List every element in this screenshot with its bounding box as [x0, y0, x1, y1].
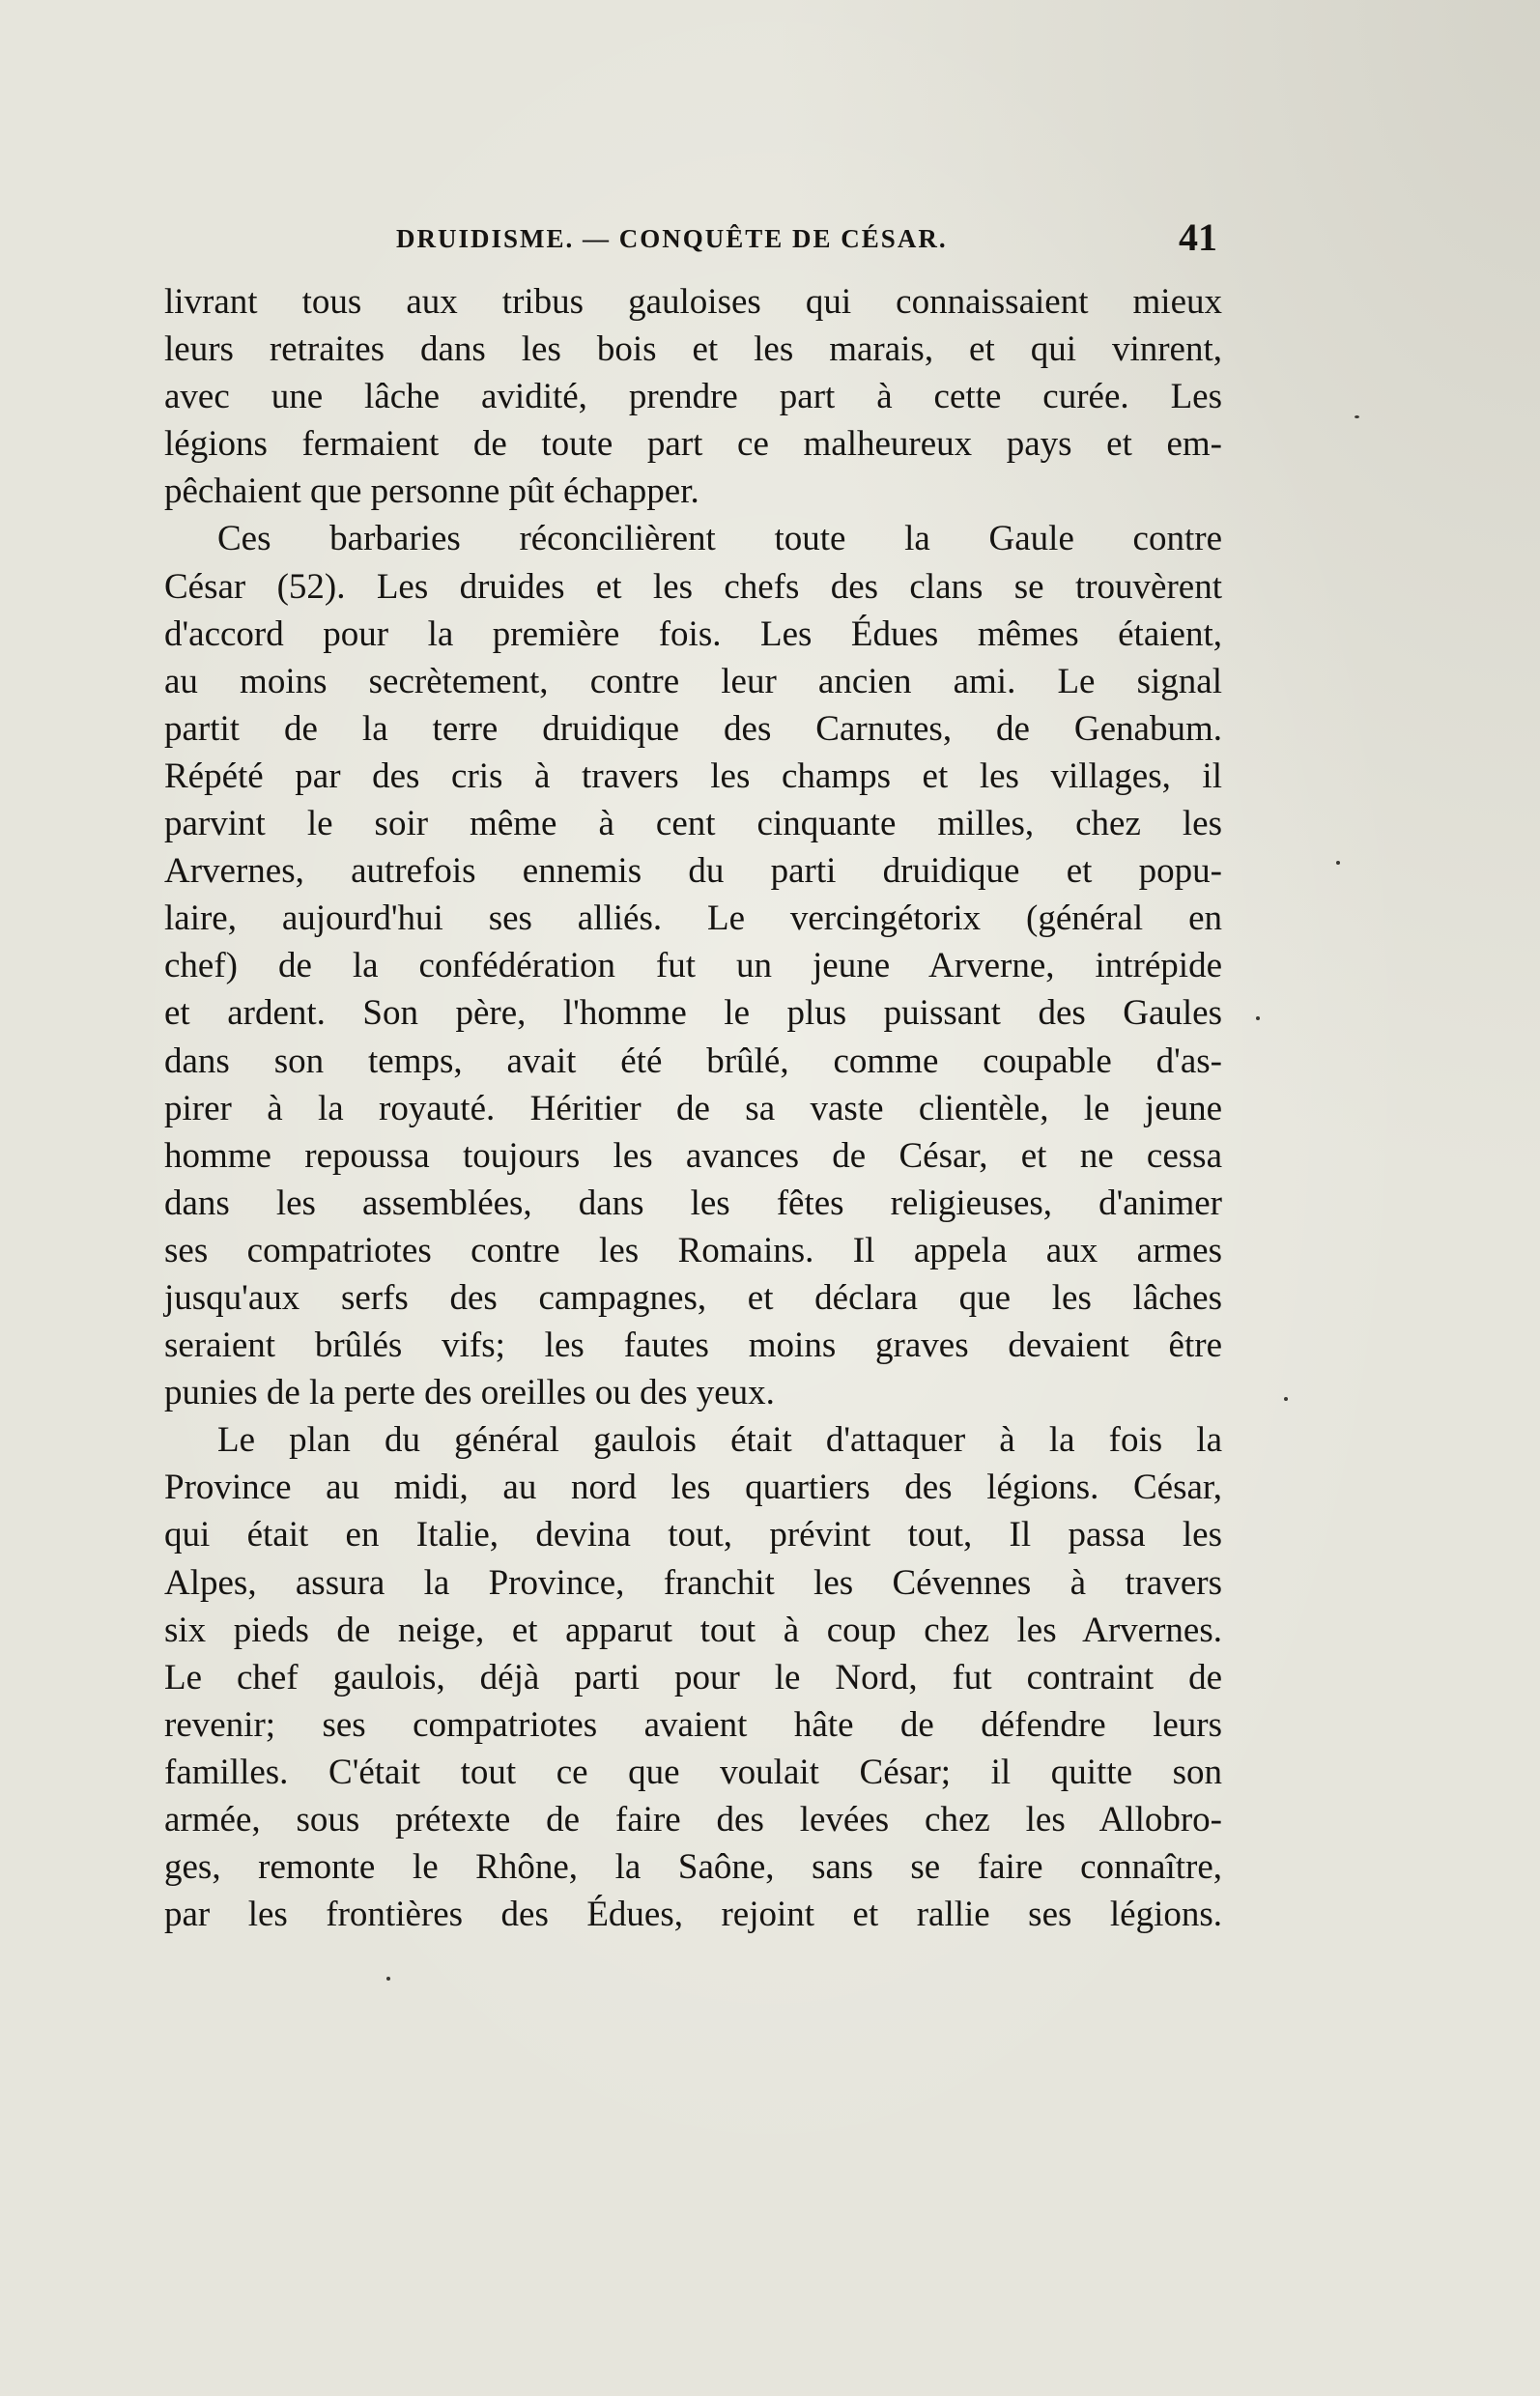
- text-line: Alpes, assura la Province, franchit les Cévennes à travers: [164, 1562, 1222, 1603]
- running-head-title: DRUIDISME. — CONQUÊTE DE CÉSAR.: [396, 224, 948, 253]
- text-line: familles. C'était tout ce que voulait César; il quitte son: [164, 1752, 1222, 1792]
- text-line: et ardent. Son père, l'homme le plus puissant des Gaules: [164, 993, 1222, 1034]
- text-line: par les frontières des Édues, rejoint et rallie ses légions.: [164, 1895, 1222, 1935]
- text-line: livrant tous aux tribus gauloises qui connaissaient mieux: [164, 282, 1222, 322]
- text-line: d'accord pour la première fois. Les Édues mêmes étaient,: [164, 613, 1222, 654]
- paper-speck: [386, 1977, 390, 1981]
- text-line: six pieds de neige, et apparut tout à coup chez les Arvernes.: [164, 1610, 1222, 1650]
- text-line: punies de la perte des oreilles ou des yeux.: [164, 1373, 775, 1413]
- text-line: armée, sous prétexte de faire des levées chez les Allobro-: [164, 1800, 1222, 1840]
- text-line: chef) de la confédération fut un jeune Arverne, intrépide: [164, 946, 1222, 986]
- page-number: 41: [1179, 215, 1217, 259]
- text-line: dans les assemblées, dans les fêtes religieuses, d'animer: [164, 1183, 1222, 1223]
- text-line: César (52). Les druides et les chefs des clans se trouvèrent: [164, 566, 1222, 607]
- text-line: jusqu'aux serfs des campagnes, et déclara que les lâches: [164, 1277, 1222, 1318]
- text-line: leurs retraites dans les bois et les marais, et qui vinrent,: [164, 329, 1222, 370]
- paper-speck: [1355, 415, 1359, 418]
- paper-speck: [1256, 1016, 1260, 1020]
- paper-speck: [1336, 861, 1340, 865]
- body-text: [164, 278, 1222, 1938]
- text-line: parvint le soir même à cent cinquante milles, chez les: [164, 804, 1222, 844]
- text-line: seraient brûlés vifs; les fautes moins graves devaient être: [164, 1326, 1222, 1366]
- text-line: dans son temps, avait été brûlé, comme coupable d'as-: [164, 1041, 1222, 1081]
- text-line: ges, remonte le Rhône, la Saône, sans se faire connaître,: [164, 1847, 1222, 1888]
- text-line: Répété par des cris à travers les champs et les villages, il: [164, 756, 1222, 796]
- text-line: laire, aujourd'hui ses alliés. Le vercingétorix (général en: [164, 898, 1222, 939]
- running-head: [164, 214, 1217, 263]
- text-line: homme repoussa toujours les avances de César, et ne cessa: [164, 1135, 1222, 1176]
- text-line: au moins secrètement, contre leur ancien ami. Le signal: [164, 661, 1222, 701]
- text-line: pirer à la royauté. Héritier de sa vaste clientèle, le jeune: [164, 1088, 1222, 1128]
- text-line: partit de la terre druidique des Carnutes, de Genabum.: [164, 708, 1222, 749]
- text-line: Province au midi, au nord les quartiers des légions. César,: [164, 1468, 1222, 1508]
- paper-speck: [1284, 1397, 1288, 1401]
- text-line: Arvernes, autrefois ennemis du parti druidique et popu-: [164, 851, 1222, 892]
- text-line: pêchaient que personne pût échapper.: [164, 471, 699, 512]
- text-line: Le chef gaulois, déjà parti pour le Nord, fut contraint de: [164, 1657, 1222, 1697]
- text-line: ses compatriotes contre les Romains. Il appela aux armes: [164, 1230, 1222, 1270]
- paragraph-first-line: Ces barbaries réconcilièrent toute la Gaule contre: [217, 519, 1222, 559]
- text-line: qui était en Italie, devina tout, prévint tout, Il passa les: [164, 1515, 1222, 1555]
- text-line: revenir; ses compatriotes avaient hâte de défendre leurs: [164, 1704, 1222, 1745]
- paragraph-first-line: Le plan du général gaulois était d'attaquer à la fois la: [217, 1420, 1222, 1461]
- text-line: légions fermaient de toute part ce malheureux pays et em-: [164, 424, 1222, 465]
- text-line: avec une lâche avidité, prendre part à cette curée. Les: [164, 377, 1222, 417]
